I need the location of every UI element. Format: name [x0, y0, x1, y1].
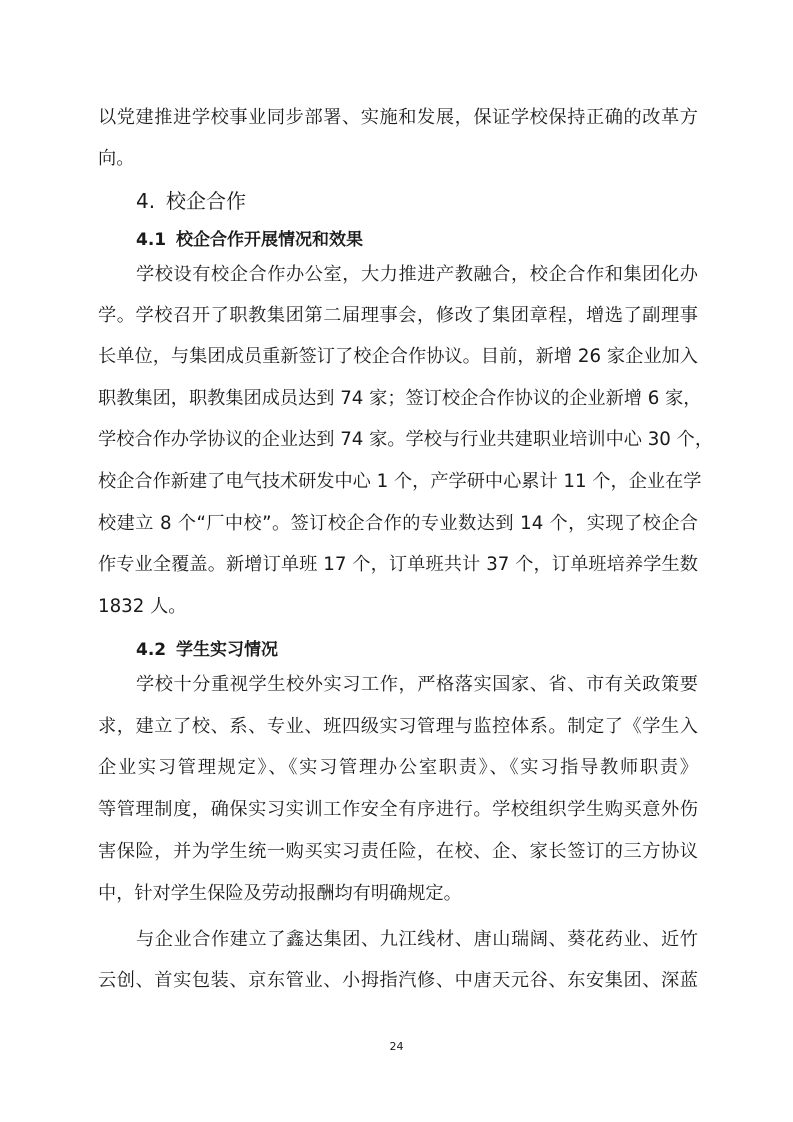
subsection-heading [136, 639, 278, 661]
section-number: 4. [136, 189, 156, 213]
body-text-line: 害保险，并为学生统一购买实习责任险，在校、企、家长签订的三方协议 [98, 841, 698, 862]
body-text-line: 校建立 8 个“厂中校”。签订校企合作的专业数达到 14 个，实现了校企合 [98, 513, 698, 534]
body-text-line: 学校合作办学协议的企业达到 74 家。学校与行业共建职业培训中心 30 个， [98, 429, 714, 450]
body-text-line: 求，建立了校、系、专业、班四级实习管理与监控体系。制定了《学生入 [98, 716, 698, 737]
body-text-line: 学校设有校企合作办公室，大力推进产教融合，校企合作和集团化办 [136, 264, 698, 285]
body-text-line: 1832 人。 [98, 596, 187, 617]
subsection-title: 学生实习情况 [176, 640, 278, 660]
body-text-line: 向。 [98, 148, 135, 169]
body-text-line: 企业实习管理规定》、《实习管理办公室职责》、《实习指导教师职责》 [98, 757, 698, 778]
body-text-line: 中，针对学生保险及劳动报酬均有明确规定。 [98, 883, 462, 904]
body-text-line: 职教集团，职教集团成员达到 74 家；签订校企合作协议的企业新增 6 家， [98, 388, 702, 409]
section-heading [136, 188, 246, 214]
section-title: 校企合作 [166, 189, 246, 213]
body-text-line: 学校十分重视学生校外实习工作，严格落实国家、省、市有关政策要 [136, 674, 698, 695]
subsection-number: 4.2 [136, 640, 167, 660]
body-text-line: 云创、首实包装、京东管业、小拇指汽修、中唐天元谷、东安集团、深蓝 [98, 970, 698, 991]
body-text-line: 与企业合作建立了鑫达集团、九江线材、唐山瑞阔、葵花药业、近竹 [136, 929, 698, 950]
subsection-heading [136, 229, 363, 251]
body-text-line: 校企合作新建了电气技术研发中心 1 个，产学研中心累计 11 个，企业在学 [98, 471, 702, 492]
subsection-number: 4.1 [136, 230, 167, 250]
body-text-line: 学。学校召开了职教集团第二届理事会，修改了集团章程，增选了副理事 [98, 305, 698, 326]
body-text-line: 等管理制度，确保实习实训工作安全有序进行。学校组织学生购买意外伤 [98, 799, 698, 820]
subsection-title: 校企合作开展情况和效果 [176, 230, 363, 250]
body-text-line: 长单位，与集团成员重新签订了校企合作协议。目前，新增 26 家企业加入 [98, 346, 698, 367]
body-text-line: 以党建推进学校事业同步部署、实施和发展，保证学校保持正确的改革方 [98, 107, 698, 128]
body-text-line: 作专业全覆盖。新增订单班 17 个，订单班共计 37 个，订单班培养学生数 [98, 554, 698, 575]
page-number: 24 [389, 1040, 404, 1053]
